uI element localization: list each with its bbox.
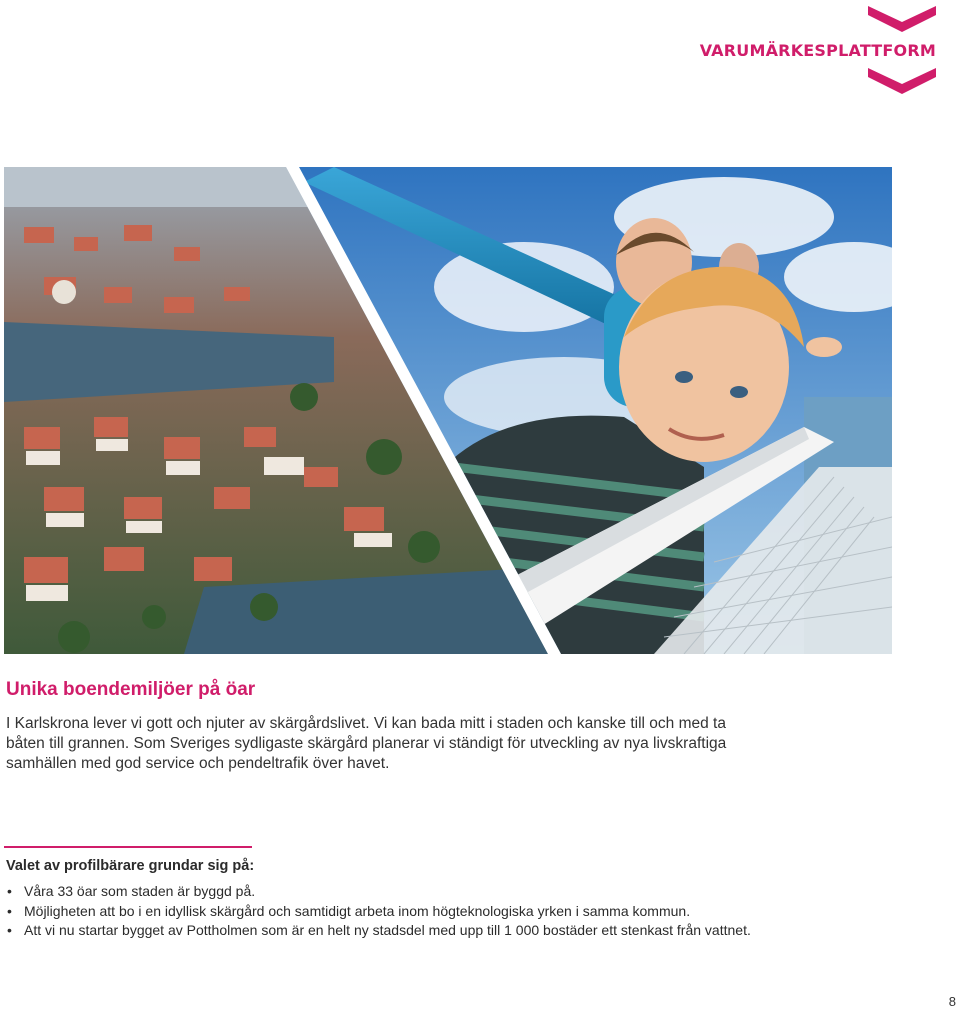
list-item	[6, 902, 751, 922]
list-item-text: Möjligheten att bo i en idyllisk skärgård och samtidigt arbeta inom högteknologiska yrken i samma kommun.	[24, 902, 691, 919]
brand-logo	[696, 6, 936, 98]
hero-image	[4, 167, 892, 654]
bullet-icon: •	[7, 902, 12, 919]
list-item	[6, 921, 751, 941]
brand-label: VARUMÄRKESPLATTFORM	[699, 41, 936, 60]
list-item-text: Våra 33 öar som staden är byggd på.	[24, 883, 256, 899]
chevron-down-icon	[868, 68, 936, 94]
bullet-icon: •	[7, 922, 12, 938]
chevron-down-icon	[868, 6, 936, 32]
bullet-list	[6, 882, 751, 941]
divider	[4, 846, 252, 848]
subheading: Valet av profilbärare grundar sig på:	[6, 858, 255, 874]
section-title: Unika boendemiljöer på öar	[6, 679, 256, 700]
page-number: 8	[948, 994, 956, 1009]
bullet-icon: •	[7, 883, 12, 899]
list-item-text: Att vi nu startar bygget av Pottholmen som är en helt ny stadsdel med upp till 1 000 bostäder ett stenkast från vattnet.	[24, 922, 751, 938]
intro-paragraph: I Karlskrona lever vi gott och njuter av skärgårdslivet. Vi kan bada mitt i staden och kanske till och med ta båten till grannen. Som Sveriges sydligaste skärgård planerar vi ständigt för utveckling av nya livskraftiga samhällen med god service och pendeltrafik över havet.	[6, 715, 727, 772]
list-item	[6, 882, 751, 902]
